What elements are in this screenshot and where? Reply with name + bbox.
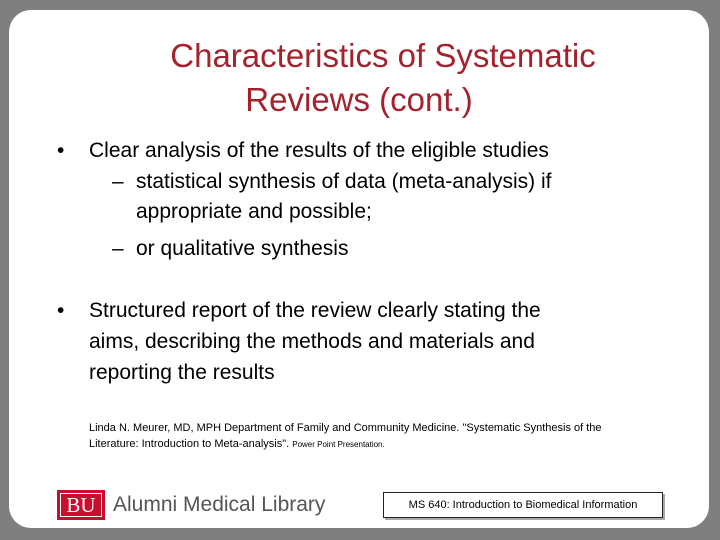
bullet-marker: • [57, 139, 65, 162]
bullet-text-line-2: aims, describing the methods and materials and [89, 330, 535, 353]
library-logo [57, 489, 325, 521]
bullet-text-line-1: Structured report of the review clearly stating the [89, 299, 541, 322]
slide-title-line-1: Characteristics of Systematic [170, 37, 596, 74]
bullet-text: Clear analysis of the results of the eligible studies [89, 139, 549, 162]
bullet-marker: • [57, 299, 65, 322]
sub-item-marker: – [112, 237, 124, 260]
citation-line-2 [89, 436, 689, 453]
library-name: Alumni Medical Library [113, 493, 326, 516]
citation-line-1: Linda N. Meurer, MD, MPH Department of Family and Community Medicine. "Systematic Synthesis of the [89, 422, 602, 434]
bu-logo-mark: BU [57, 490, 105, 520]
sub-item-text-line-2: appropriate and possible; [136, 200, 372, 223]
slide-title-line-2: Reviews (cont.) [245, 81, 473, 118]
citation-title: Literature: Introduction to Meta-analysis". [89, 438, 290, 450]
sub-item-marker: – [112, 170, 124, 193]
bullet-text-line-3: reporting the results [89, 361, 275, 384]
sub-item-text-line-1: or qualitative synthesis [136, 237, 349, 260]
sub-item-text-line-1: statistical synthesis of data (meta-analysis) if [136, 170, 552, 193]
citation-source-note: Power Point Presentation. [292, 440, 385, 449]
course-label: MS 640: Introduction to Biomedical Information [383, 492, 663, 518]
slide [9, 10, 709, 528]
citation [89, 420, 689, 453]
